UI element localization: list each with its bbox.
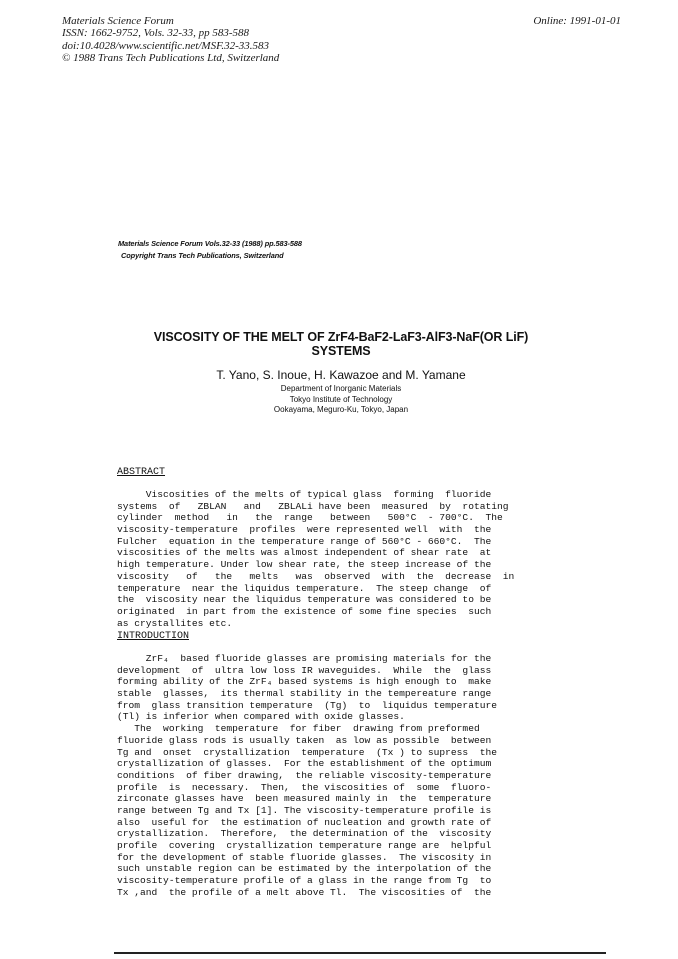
text-line: also useful for the estimation of nucleation and growth rate of [117,816,492,828]
introduction-heading: INTRODUCTION [117,631,190,642]
citation-header [62,15,279,65]
text-line: high temperature. Under low shear rate, the steep increase of the [117,559,492,571]
text-line: the viscosity near the liquidus temperature was considered to be [117,594,492,606]
text-line: ZrF₄ based fluoride glasses are promising materials for the [117,653,492,664]
text-line: Viscosities of the melts of typical glass forming fluoride [117,489,492,500]
affiliation-address: Ookayama, Meguro-Ku, Tokyo, Japan [273,405,409,414]
online-date: Online: 1991-01-01 [533,15,621,27]
text-line: for the development of stable fluoride glasses. The viscosity in [117,851,492,863]
text-line: crystallization of glasses. For the establishment of the optimum [117,758,492,770]
text-line: conditions of fiber drawing, the reliable viscosity-temperature [117,769,492,781]
introduction-body [117,653,554,898]
text-line: as crystallites etc. [117,617,233,629]
text-line: profile is necessary. Then, the viscosities of some fluoro- [117,781,492,793]
text-line: Tx ,and the profile of a melt above Tl. The viscosities of the [117,886,492,898]
text-line: from glass transition temperature (Tg) to liquidus temperature [117,699,497,711]
issn-line: ISSN: 1662-9752, Vols. 32-33, pp 583-588 [62,27,249,40]
text-line: viscosity of the melts was observed with the decrease in [117,570,515,582]
journal-name: Materials Science Forum [62,15,174,27]
text-line: crystallization. Therefore, the determination of the viscosity [117,828,492,840]
text-line: viscosity-temperature profile of a glass in the range from Tg to [117,875,492,887]
footer-rule [114,952,606,954]
text-line: originated in part from the existence of some fine species such [117,605,492,617]
doi-line: doi:10.4028/www.scientific.net/MSF.32-33.583 [62,39,270,52]
text-line: zirconate glasses have been measured mainly in the temperature [117,793,492,805]
text-line: cylinder method in the range between 500°C - 700°C. The [117,512,503,524]
text-line: development of ultra low loss IR waveguides. While the glass [117,664,492,676]
text-line: Tg and onset crystallization temperature (Tx ) to supress the [117,746,497,758]
copyright-line: © 1988 Trans Tech Publications Ltd, Switzerland [62,52,280,65]
author-list: T. Yano, S. Inoue, H. Kawazoe and M. Yamane [216,368,466,382]
text-line: (Tl) is inferior when compared with oxide glasses. [117,711,405,723]
text-line: fluoride glass rods is usually taken as low as possible between [117,734,492,746]
text-line: stable glasses, its thermal stability in the tempereature range [117,688,492,700]
text-line: Fulcher equation in the temperature range of 560°C - 660°C. The [117,535,492,547]
abstract-body [117,489,554,629]
text-line: viscosities of the melts was almost independent of shear rate at [117,547,492,559]
forum-reference: Materials Science Forum Vols.32-33 (1988) pp.583-588 [118,239,302,248]
paper-title-line-1: VISCOSITY OF THE MELT OF ZrF4-BaF2-LaF3-AlF3-NaF(OR LiF) [153,330,529,344]
text-line: forming ability of the ZrF₄ based systems is high enough to make [117,676,492,688]
paper-title-line-2: SYSTEMS [311,344,371,358]
affiliation-institute: Tokyo Institute of Technology [289,395,393,404]
text-line: temperature near the liquidus temperature. The steep change of [117,582,492,594]
text-line: profile covering crystallization temperature range are helpful [117,840,492,851]
forum-copyright: Copyright Trans Tech Publications, Switzerland [121,251,284,260]
affiliation-department: Department of Inorganic Materials [280,384,402,393]
text-line: range between Tg and Tx [1]. The viscosity-temperature profile is [117,804,492,816]
abstract-heading: ABSTRACT [117,467,166,478]
text-line: viscosity-temperature profiles were represented well with the [117,524,492,536]
text-line: The working temperature for fiber drawing from preformed [117,723,480,735]
text-line: systems of ZBLAN and ZBLALi have been measured by rotating [117,500,509,512]
text-line: such unstable region can be estimated by the interpolation of the [117,863,492,875]
